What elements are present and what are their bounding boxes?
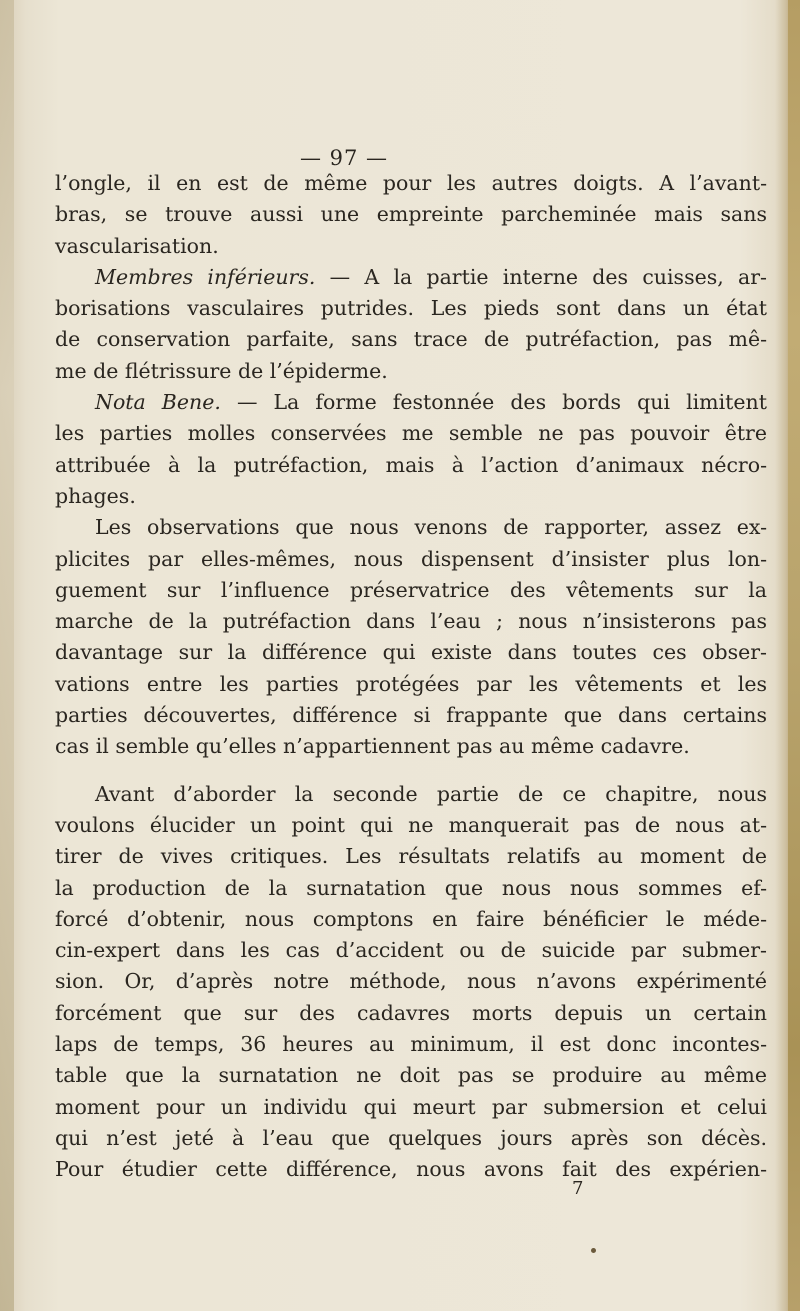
- text-line: les parties molles conservées me semble ne pas pouvoir être: [55, 421, 767, 446]
- ink-speck: [591, 1248, 596, 1253]
- text-line: sion. Or, d’après notre méthode, nous n’avons expérimenté: [55, 969, 767, 994]
- text-line: guement sur l’influence préservatrice des vêtements sur la: [55, 577, 767, 602]
- page-left-edge: [0, 0, 14, 1311]
- text-line: vascularisation.: [55, 233, 219, 258]
- text-line: Avant d’aborder la seconde partie de ce chapitre, nous: [95, 781, 767, 806]
- text-line: moment pour un individu qui meurt par submersion et celui: [55, 1094, 767, 1119]
- page-number: — 97 —: [299, 146, 389, 170]
- text-line: laps de temps, 36 heures au minimum, il est donc incontes-: [55, 1032, 767, 1057]
- text-line: plicites par elles-mêmes, nous dispensent d’insister plus lon-: [55, 546, 767, 571]
- text-line: marche de la putréfaction dans l’eau ; nous n’insisterons pas: [55, 609, 767, 634]
- body-text: [55, 168, 767, 1186]
- text-line: forcément que sur des cadavres morts depuis un certain: [55, 1000, 767, 1025]
- text-line-rest: — La forme festonnée des bords qui limitent: [236, 390, 767, 415]
- text-line: me de flétrissure de l’épiderme.: [55, 358, 388, 383]
- page-right-edge: [788, 0, 800, 1311]
- text-line: Les observations que nous venons de rapporter, assez ex-: [95, 515, 767, 540]
- signature-mark: 7: [572, 1178, 584, 1199]
- text-line: vations entre les parties protégées par les vêtements et les: [55, 671, 767, 696]
- text-line: table que la surnatation ne doit pas se produire au même: [55, 1063, 767, 1088]
- subheading-membres: Membres inférieurs.: [95, 264, 316, 289]
- text-line: bras, se trouve aussi une empreinte parcheminée mais sans: [55, 202, 767, 227]
- text-line: qui n’est jeté à l’eau que quelques jours après son décès.: [55, 1125, 767, 1150]
- text-line: borisations vasculaires putrides. Les pieds sont dans un état: [55, 296, 767, 321]
- text-line: [55, 262, 767, 293]
- text-line: l’ongle, il en est de même pour les autres doigts. A l’avant-: [55, 171, 767, 195]
- text-line: la production de la surnatation que nous nous sommes ef-: [55, 875, 767, 900]
- text-line: attribuée à la putréfaction, mais à l’action d’animaux nécro-: [55, 452, 767, 477]
- text-line-rest: — A la partie interne des cuisses, ar-: [329, 264, 767, 289]
- text-line: cas il semble qu’elles n’appartiennent pas au même cadavre.: [55, 734, 690, 759]
- text-line: [55, 387, 767, 418]
- text-line: voulons élucider un point qui ne manquerait pas de nous at-: [55, 812, 767, 837]
- paragraph-gap: [55, 763, 767, 779]
- text-line: de conservation parfaite, sans trace de putréfaction, pas mê-: [55, 327, 767, 352]
- text-line: forcé d’obtenir, nous comptons en faire bénéficier le méde-: [55, 906, 767, 931]
- text-line: phages.: [55, 483, 136, 508]
- text-line: cin-expert dans les cas d’accident ou de suicide par submer-: [55, 938, 767, 963]
- text-line: Pour étudier cette différence, nous avons fait des expérien-: [55, 1157, 767, 1182]
- text-line: tirer de vives critiques. Les résultats relatifs au moment de: [55, 844, 767, 869]
- subheading-nota-bene: Nota Bene.: [95, 390, 221, 415]
- text-line: davantage sur la différence qui existe dans toutes ces obser-: [55, 640, 767, 665]
- text-line: parties découvertes, différence si frappante que dans certains: [55, 703, 767, 728]
